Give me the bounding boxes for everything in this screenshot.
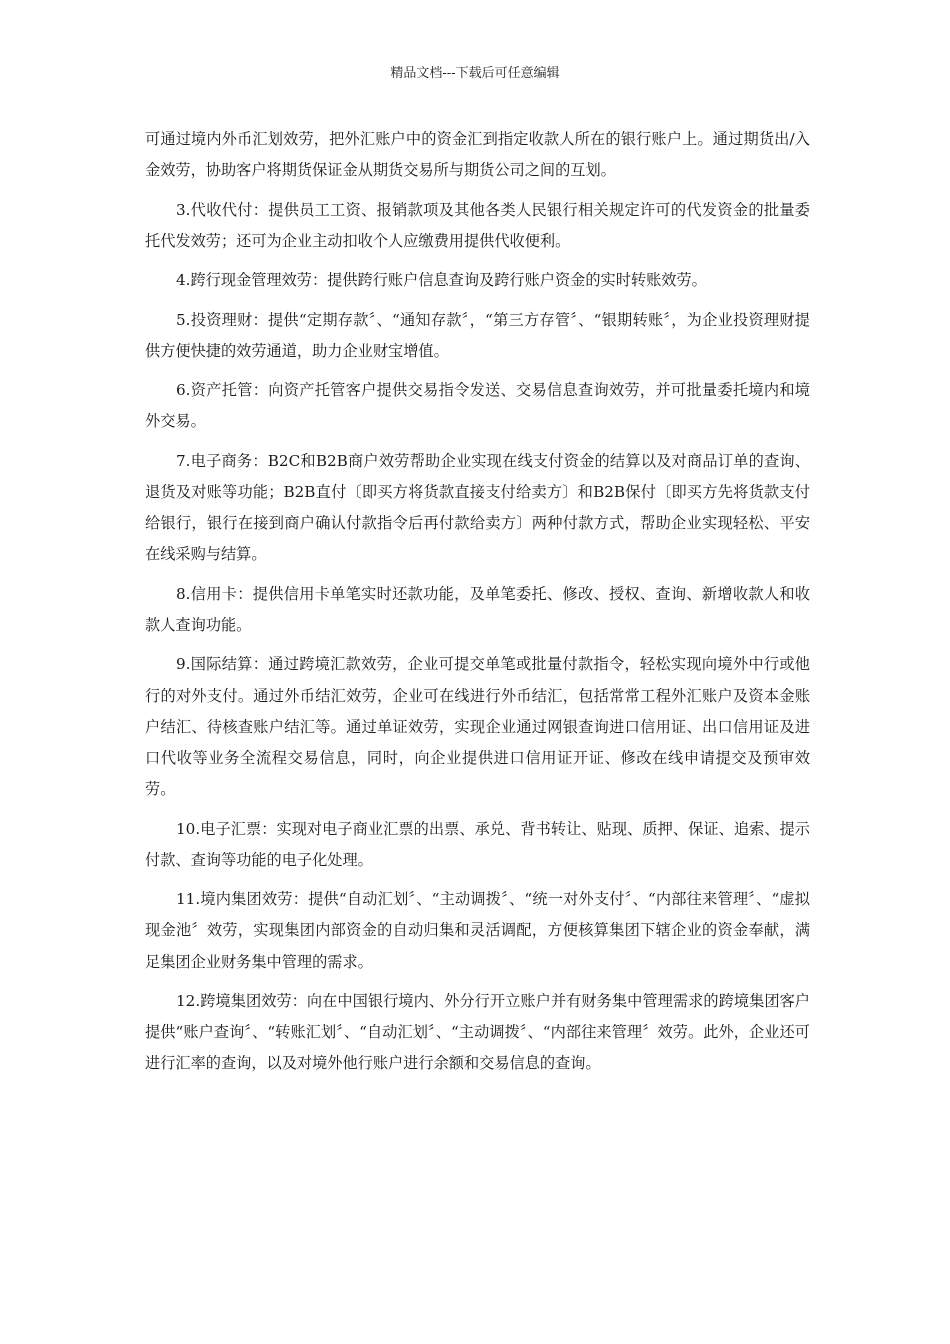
page-header: 精品文档---下载后可任意编辑 xyxy=(390,66,560,81)
paragraph-item-9: 9.国际结算：通过跨境汇款效劳，企业可提交单笔或批量付款指令，轻松实现向境外中行或他行的对外支付。通过外币结汇效劳，企业可在线进行外币结汇，包括常常工程外汇账户及资本金账户结汇、待核查账户结汇等。通过单证效劳，实现企业通过网银查询进口信用证、出口信用证及进口代收等业务全流程交易信息，同时，向企业提供进口信用证开证、修改在线申请提交及预审效劳。 xyxy=(145,655,810,799)
paragraph-item-11: 11.境内集团效劳：提供“自动汇划〞、“主动调拨〞、“统一对外支付〞、“内部往来管理〞、“虚拟现金池〞效劳，实现集团内部资金的自动归集和灵活调配，方便核算集团下辖企业的资金奉献，满足集团企业财务集中管理的需求。 xyxy=(145,890,810,971)
paragraph-item-8: 8.信用卡：提供信用卡单笔实时还款功能，及单笔委托、修改、授权、查询、新增收款人和收款人查询功能。 xyxy=(145,584,810,634)
paragraph-item-10: 10.电子汇票：实现对电子商业汇票的出票、承兑、背书转让、贴现、质押、保证、追索、提示付款、查询等功能的电子化处理。 xyxy=(145,819,810,869)
paragraph-item-5: 5.投资理财：提供“定期存款〞、“通知存款〞，“第三方存管〞、“银期转账〞，为企业投资理财提供方便快捷的效劳通道，助力企业财宝增值。 xyxy=(145,310,810,360)
paragraph-item-7: 7.电子商务：B2C和B2B商户效劳帮助企业实现在线支付资金的结算以及对商品订单的查询、退货及对账等功能；B2B直付〔即买方将货款直接支付给卖方〕和B2B保付〔即买方先将货款支付给银行，银行在接到商户确认付款指令后再付款给卖方〕两种付款方式，帮助企业实现轻松、平安在线采购与结算。 xyxy=(145,451,810,564)
paragraph-item-3: 3.代收代付：提供员工工资、报销款项及其他各类人民银行相关规定许可的代发资金的批量委托代发效劳；还可为企业主动扣收个人应缴费用提供代收便利。 xyxy=(145,200,810,250)
paragraph-item-6: 6.资产托管：向资产托管客户提供交易指令发送、交易信息查询效劳，并可批量委托境内和境外交易。 xyxy=(145,381,810,431)
paragraph-item-12: 12.跨境集团效劳：向在中国银行境内、外分行开立账户并有财务集中管理需求的跨境集团客户提供“账户查询〞、“转账汇划〞、“自动汇划〞、“主动调拨〞、“内部往来管理〞效劳。此外，企业还可进行汇率的查询，以及对境外他行账户进行余额和交易信息的查询。 xyxy=(145,991,810,1073)
paragraph-continuation: 可通过境内外币汇划效劳，把外汇账户中的资金汇到指定收款人所在的银行账户上。通过期货出/入金效劳，协助客户将期货保证金从期货交易所与期货公司之间的互划。 xyxy=(145,130,810,180)
document-body xyxy=(145,124,810,1088)
paragraph-item-4: 4.跨行现金管理效劳：提供跨行账户信息查询及跨行账户资金的实时转账效劳。 xyxy=(176,271,707,290)
